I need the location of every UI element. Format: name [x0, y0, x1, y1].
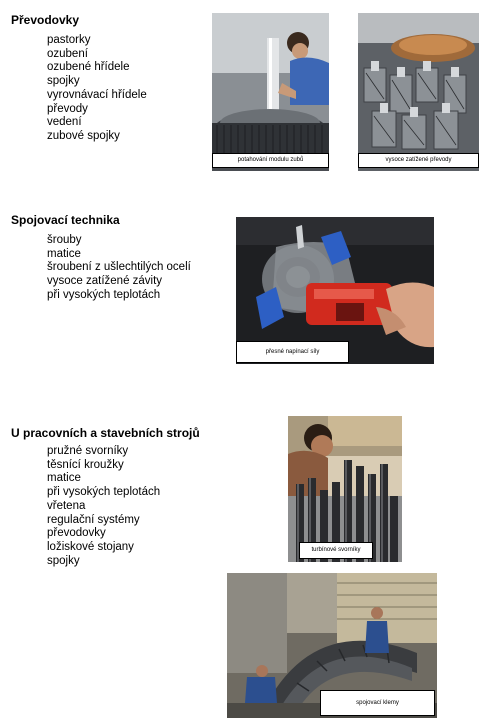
photo-torque-tool	[236, 217, 434, 364]
photo-high-load-gears	[358, 13, 479, 171]
list-item: převodovky	[47, 527, 106, 540]
list-item: šrouby	[47, 234, 82, 246]
list-item: ozubené hřídele	[47, 61, 130, 74]
photo-caption: spojovací klemy	[320, 690, 435, 716]
list-item: pružné svorníky	[47, 445, 129, 457]
photo-caption: vysoce zatížené převody	[358, 153, 479, 168]
list-item: při vysokých teplotách	[47, 486, 161, 499]
list-item: ložiskové stojany	[47, 540, 134, 553]
photo-turbine-bolts	[288, 416, 402, 562]
list-item: šroubení z ušlechtilých ocelí	[47, 261, 191, 274]
photo-gear-worker	[212, 13, 329, 171]
list-item: vyrovnávací hřídele	[47, 88, 147, 101]
list-item: těsnící kroužky	[47, 458, 124, 471]
section-title-machines: U pracovních a stavebních strojů	[11, 426, 200, 440]
list-item: vysoce zatížené závity	[47, 275, 163, 288]
gearbox-list	[47, 34, 147, 144]
section-title-gearboxes: Převodovky	[11, 13, 80, 27]
list-item: při vysokých teplotách	[47, 288, 161, 301]
machines-list	[47, 445, 160, 568]
list-item: matice	[47, 472, 81, 485]
list-item: spojky	[47, 554, 80, 567]
list-item: vedení	[47, 116, 82, 129]
list-item: matice	[47, 247, 81, 260]
section-title-fastening: Spojovací technika	[11, 213, 120, 227]
photo-caption: přesné napínací síly	[236, 341, 349, 363]
photo-connecting-clamps	[227, 573, 437, 718]
fastening-list	[47, 234, 191, 303]
list-item: vřetena	[47, 499, 86, 512]
list-item: regulační systémy	[47, 513, 140, 526]
list-item: spojky	[47, 75, 80, 88]
list-item: pastorky	[47, 34, 91, 46]
list-item: zubové spojky	[47, 129, 120, 142]
photo-caption: turbínové svorníky	[299, 542, 373, 559]
photo-caption: potahování modulu zubů	[212, 153, 329, 168]
list-item: převody	[47, 102, 88, 115]
list-item: ozubení	[47, 47, 88, 60]
